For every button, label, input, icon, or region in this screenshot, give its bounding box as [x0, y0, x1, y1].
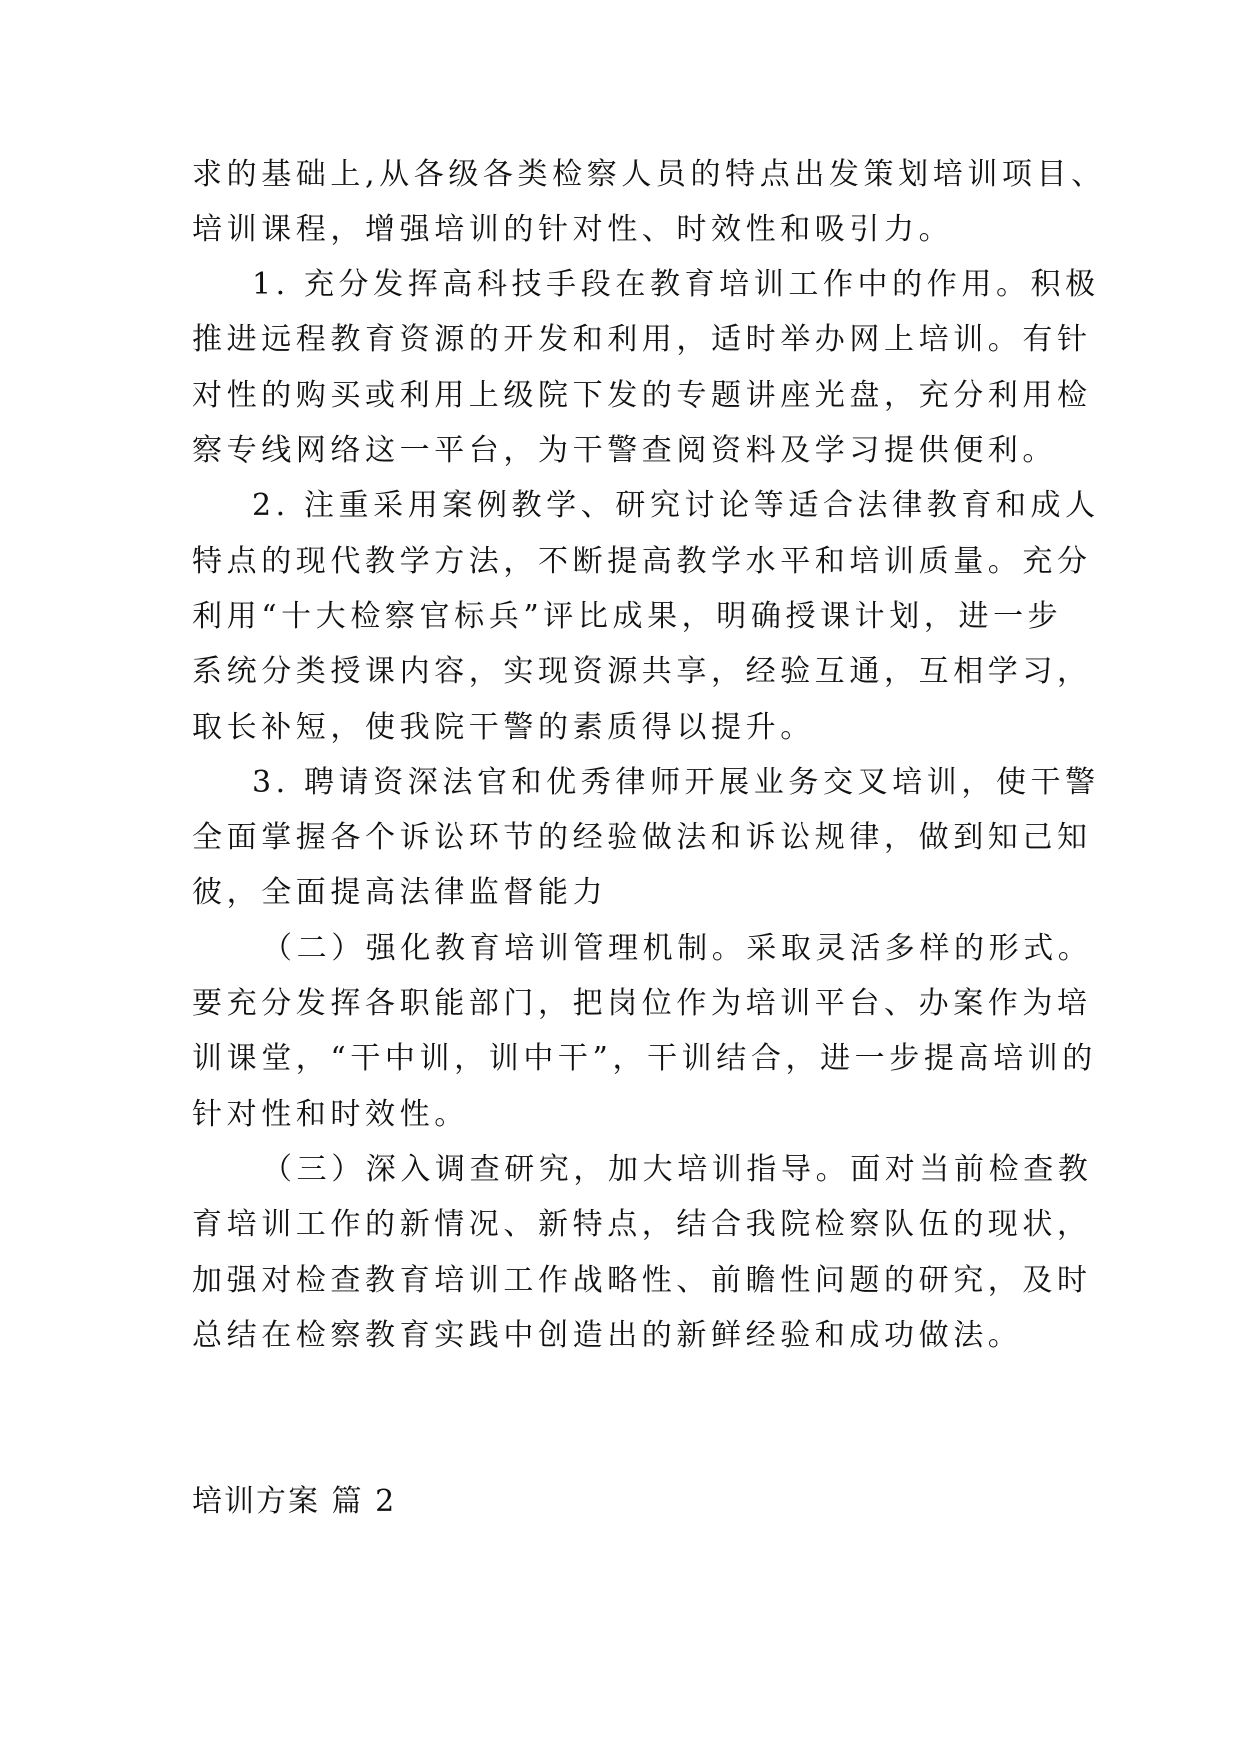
text-line: 推进远程教育资源的开发和利用，适时举办网上培训。有针 — [192, 322, 1092, 357]
text-line: 总结在检察教育实践中创造出的新鲜经验和成功做法。 — [192, 1318, 1023, 1353]
text-line: 培训课程，增强培训的针对性、时效性和吸引力。 — [192, 212, 954, 247]
section-3-line: （三）深入调查研究，加大培训指导。面对当前检查教 — [262, 1152, 1093, 1187]
paragraph-2-line: 2. 注重采用案例教学、研究讨论等适合法律教育和成人 — [252, 488, 1100, 523]
text-line: 察专线网络这一平台，为干警查阅资料及学习提供便利。 — [192, 433, 1057, 468]
section-heading: 培训方案 篇 2 — [192, 1484, 397, 1519]
section-2-line: （二）强化教育培训管理机制。采取灵活多样的形式。 — [262, 931, 1093, 966]
text-line: 利用“十大检察官标兵”评比成果，明确授课计划，进一步 — [192, 599, 1063, 634]
paragraph-3-line: 3. 聘请资深法官和优秀律师开展业务交叉培训，使干警 — [252, 765, 1100, 800]
text-line: 要充分发挥各职能部门，把岗位作为培训平台、办案作为培 — [192, 986, 1092, 1021]
text-line: 彼，全面提高法律监督能力 — [192, 875, 608, 910]
text-line: 对性的购买或利用上级院下发的专题讲座光盘，充分利用检 — [192, 378, 1092, 413]
text-line: 求的基础上,从各级各类检察人员的特点出发策划培训项目、 — [192, 157, 1106, 192]
text-line: 全面掌握各个诉讼环节的经验做法和诉讼规律，做到知己知 — [192, 820, 1092, 855]
text-line: 加强对检查教育培训工作战略性、前瞻性问题的研究，及时 — [192, 1263, 1092, 1298]
text-line: 育培训工作的新情况、新特点，结合我院检察队伍的现状， — [192, 1207, 1092, 1242]
text-line: 训课堂，“干中训，训中干”，干训结合，进一步提高培训的 — [192, 1041, 1097, 1076]
text-line: 系统分类授课内容，实现资源共享，经验互通，互相学习， — [192, 654, 1092, 689]
text-line: 取长补短，使我院干警的素质得以提升。 — [192, 710, 815, 745]
text-line: 特点的现代教学方法，不断提高教学水平和培训质量。充分 — [192, 544, 1092, 579]
paragraph-1-line: 1. 充分发挥高科技手段在教育培训工作中的作用。积极 — [252, 267, 1100, 302]
text-line: 针对性和时效性。 — [192, 1097, 469, 1132]
